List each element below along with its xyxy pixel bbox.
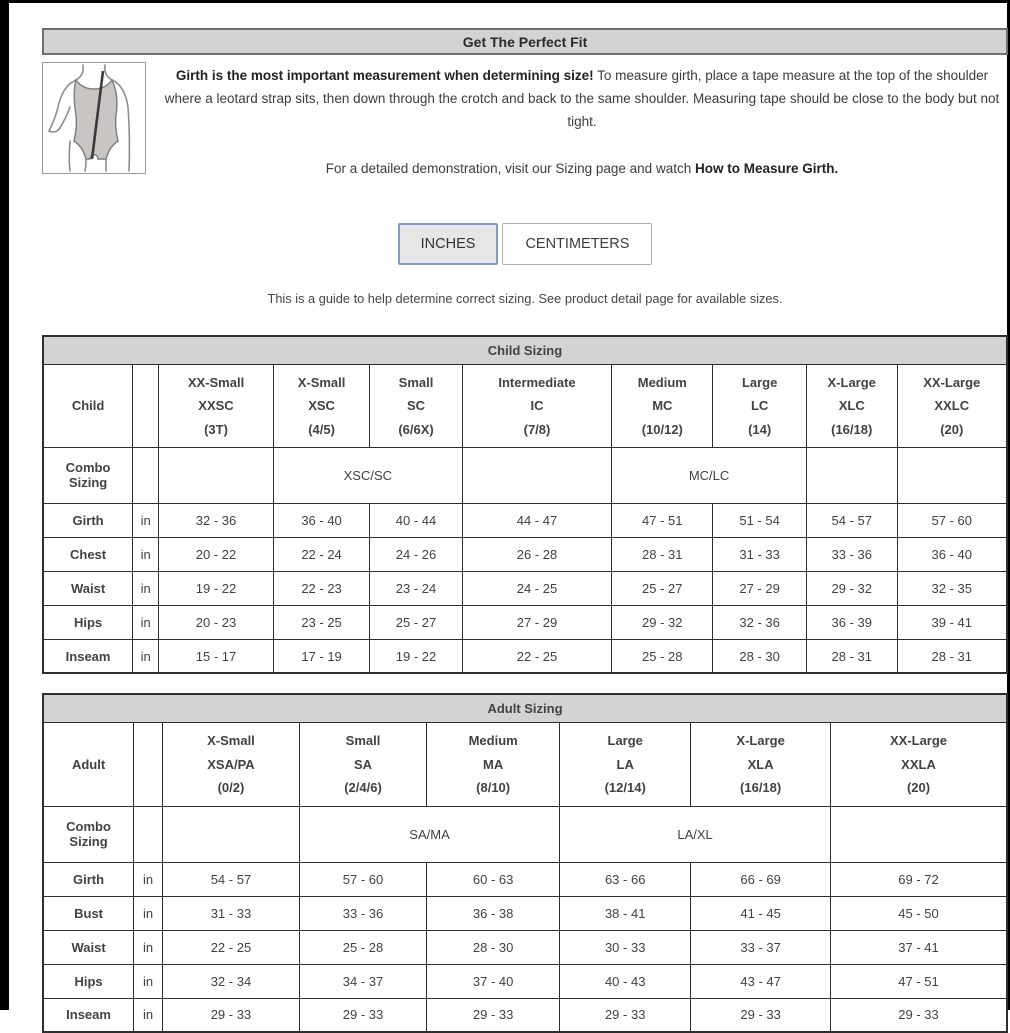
measurement-value-cell: 29 - 32 (612, 605, 713, 639)
table-row (43, 336, 1007, 365)
size-column-header-line: (8/10) (476, 780, 511, 796)
combo-sizing-label: Combo Sizing (43, 447, 133, 503)
measurement-value-cell: 22 - 24 (273, 537, 369, 571)
measurement-value-cell: 20 - 23 (159, 605, 274, 639)
size-column-header-line: (6/6X) (398, 421, 434, 437)
size-column-header-line: Large (607, 733, 643, 749)
size-column-header (427, 723, 560, 806)
measurement-value-cell: 29 - 33 (831, 998, 1007, 1032)
measurement-value-cell: 47 - 51 (831, 964, 1007, 998)
adult-sizing-table-grid (42, 693, 1008, 1033)
size-column-header-line: MC (652, 398, 673, 414)
unit-header-cell (133, 364, 159, 447)
size-column-header-line: XSC (308, 398, 335, 414)
measurement-value-cell: 57 - 60 (299, 862, 426, 896)
content-area (42, 3, 1008, 1033)
size-column-header-line: (20) (906, 780, 931, 796)
child-sizing-table-grid (42, 335, 1008, 675)
leotard-measurement-illustration (42, 62, 146, 174)
combo-group-cell: SA/MA (299, 806, 559, 862)
table-group-label: Child (43, 364, 133, 447)
size-column-header (299, 723, 426, 806)
measurement-value-cell: 28 - 30 (713, 639, 807, 673)
size-column-header (806, 364, 897, 447)
measurement-value-cell: 29 - 33 (560, 998, 691, 1032)
demo-line-text: For a detailed demonstration, visit our Sizing page and watch (325, 160, 695, 176)
guide-note: This is a guide to help determine correct sizing. See product detail page for available sizes. (267, 290, 783, 306)
size-column-header (831, 723, 1007, 806)
page-title (42, 28, 1008, 55)
measurement-value-cell: 32 - 35 (897, 571, 1007, 605)
combo-empty-cell (462, 447, 611, 503)
measurement-row-label: Bust (43, 896, 134, 930)
table-row (43, 723, 1007, 806)
unit-cell: in (134, 862, 163, 896)
combo-empty-cell (831, 806, 1007, 862)
unit-cell: in (134, 964, 163, 998)
girth-instructions-bold: Girth is the most important measurement when determining size! (175, 68, 594, 83)
combo-empty-cell (806, 447, 897, 503)
measurement-value-cell: 45 - 50 (831, 896, 1007, 930)
table-row (43, 806, 1007, 862)
measurement-value-cell: 26 - 28 (462, 537, 611, 571)
size-column-header-line: (7/8) (523, 421, 551, 437)
size-column-header-line: XSA/PA (207, 756, 255, 772)
size-column-header (897, 364, 1007, 447)
size-column-header-line: X-Large (827, 374, 876, 390)
size-column-header-line: XX-Large (889, 733, 948, 749)
size-column-header (713, 364, 807, 447)
size-column-header-line: MA (483, 756, 504, 772)
unit-cell: in (133, 503, 159, 537)
size-column-header-line: XXLA (901, 756, 936, 772)
measurement-value-cell: 39 - 41 (897, 605, 1007, 639)
measurement-row-label: Waist (43, 571, 133, 605)
adult-sizing-table (42, 693, 1008, 1033)
demo-line-bold: How to Measure Girth. (694, 160, 839, 176)
size-column-header-line: (2/4/6) (344, 780, 382, 796)
table-title: Child Sizing (43, 336, 1007, 365)
unit-cell: in (134, 998, 163, 1032)
table-row (43, 537, 1007, 571)
table-row (43, 503, 1007, 537)
table-row (43, 964, 1007, 998)
table-row (43, 571, 1007, 605)
table-row (43, 364, 1007, 447)
measurement-value-cell: 28 - 31 (897, 639, 1007, 673)
size-column-header (273, 364, 369, 447)
measurement-value-cell: 29 - 33 (691, 998, 831, 1032)
unit-cell: in (133, 639, 159, 673)
combo-sizing-label: Combo Sizing (43, 806, 134, 862)
measurement-row-label: Waist (43, 930, 134, 964)
combo-group-cell: MC/LC (612, 447, 807, 503)
intro-section (42, 62, 1008, 181)
unit-cell: in (133, 605, 159, 639)
measurement-value-cell: 28 - 31 (806, 639, 897, 673)
size-column-header-line: LC (750, 398, 769, 414)
measurement-row-label: Girth (43, 862, 134, 896)
size-column-header-line: (16/18) (831, 421, 873, 437)
size-column-header-line: XLC (838, 398, 865, 414)
measurement-value-cell: 29 - 33 (163, 998, 300, 1032)
measurement-value-cell: 63 - 66 (560, 862, 691, 896)
size-column-header-line: (12/14) (604, 780, 646, 796)
measurement-value-cell: 30 - 33 (560, 930, 691, 964)
child-sizing-table (42, 335, 1008, 675)
measurement-value-cell: 22 - 25 (462, 639, 611, 673)
size-column-header-line: (3T) (204, 421, 228, 437)
demo-line (160, 158, 1004, 181)
measurement-value-cell: 66 - 69 (691, 862, 831, 896)
measurement-value-cell: 29 - 32 (806, 571, 897, 605)
measurement-value-cell: 69 - 72 (831, 862, 1007, 896)
table-row (43, 930, 1007, 964)
measurement-value-cell: 15 - 17 (159, 639, 274, 673)
unit-cell: in (133, 571, 159, 605)
size-column-header-line: X-Large (736, 733, 785, 749)
size-column-header-line: Large (741, 374, 778, 390)
combo-empty-cell (159, 447, 274, 503)
measurement-value-cell: 43 - 47 (691, 964, 831, 998)
measurement-value-cell: 33 - 37 (691, 930, 831, 964)
measurement-value-cell: 27 - 29 (713, 571, 807, 605)
table-row (43, 862, 1007, 896)
measurement-value-cell: 33 - 36 (806, 537, 897, 571)
table-row (43, 447, 1007, 503)
table-row (43, 605, 1007, 639)
measurement-value-cell: 54 - 57 (806, 503, 897, 537)
measurement-value-cell: 25 - 28 (299, 930, 426, 964)
table-row (43, 998, 1007, 1032)
size-column-header-line: Small (345, 733, 381, 749)
measurement-value-cell: 32 - 34 (163, 964, 300, 998)
size-column-header-line: XXSC (198, 398, 234, 414)
inches-button[interactable]: INCHES (398, 223, 499, 265)
measurement-value-cell: 25 - 27 (612, 571, 713, 605)
measurement-row-label: Inseam (43, 998, 134, 1032)
unit-cell: in (134, 896, 163, 930)
centimeters-button[interactable]: CENTIMETERS (502, 223, 652, 265)
girth-instructions-body: To measure girth, place a tape measure at the top of the shoulder where a leotard strap sits, then down through the crotch and back to the same shoulder. Measuring tape should be close to the body but not tight. (164, 68, 1000, 129)
measurement-value-cell: 24 - 26 (370, 537, 463, 571)
measurement-value-cell: 28 - 31 (612, 537, 713, 571)
measurement-value-cell: 24 - 25 (462, 571, 611, 605)
measurement-value-cell: 40 - 44 (370, 503, 463, 537)
size-column-header-line: Small (398, 374, 434, 390)
measurement-row-label: Inseam (43, 639, 133, 673)
size-column-header-line: X-Small (297, 374, 346, 390)
measurement-value-cell: 27 - 29 (462, 605, 611, 639)
measurement-value-cell: 44 - 47 (462, 503, 611, 537)
measurement-value-cell: 25 - 27 (370, 605, 463, 639)
size-column-header-line: XX-Large (923, 374, 981, 390)
size-column-header-line: (4/5) (308, 421, 335, 437)
measurement-value-cell: 22 - 25 (163, 930, 300, 964)
measurement-value-cell: 36 - 40 (273, 503, 369, 537)
combo-group-cell: XSC/SC (273, 447, 462, 503)
measurement-value-cell: 41 - 45 (691, 896, 831, 930)
measurement-row-label: Hips (43, 964, 134, 998)
unit-cell: in (133, 537, 159, 571)
measurement-value-cell: 31 - 33 (163, 896, 300, 930)
unit-toggle (42, 223, 1008, 265)
table-group-label: Adult (43, 723, 134, 806)
size-column-header-line: LA (616, 756, 634, 772)
size-column-header-line: SC (406, 398, 426, 414)
combo-group-cell: LA/XL (560, 806, 831, 862)
measurement-row-label: Chest (43, 537, 133, 571)
measurement-value-cell: 36 - 39 (806, 605, 897, 639)
combo-empty-cell (163, 806, 300, 862)
size-column-header-line: IC (530, 398, 544, 414)
size-column-header-line: (10/12) (641, 421, 683, 437)
measurement-value-cell: 37 - 41 (831, 930, 1007, 964)
size-column-header (691, 723, 831, 806)
size-column-header (370, 364, 463, 447)
combo-empty-cell (134, 806, 163, 862)
measurement-value-cell: 29 - 33 (299, 998, 426, 1032)
measurement-value-cell: 29 - 33 (427, 998, 560, 1032)
combo-empty-cell (897, 447, 1007, 503)
measurement-value-cell: 60 - 63 (427, 862, 560, 896)
size-column-header-line: Medium (637, 374, 687, 390)
measurement-value-cell: 33 - 36 (299, 896, 426, 930)
size-column-header-line: XXLC (934, 398, 970, 414)
size-column-header-line: (14) (748, 421, 772, 437)
size-column-header-line: Medium (468, 733, 518, 749)
measurement-value-cell: 37 - 40 (427, 964, 560, 998)
size-column-header-line: XLA (747, 756, 774, 772)
table-row (43, 694, 1007, 723)
intro-text (146, 62, 1008, 181)
table-row (43, 639, 1007, 673)
measurement-value-cell: 32 - 36 (159, 503, 274, 537)
table-title: Adult Sizing (43, 694, 1007, 723)
measurement-value-cell: 23 - 25 (273, 605, 369, 639)
size-column-header-line: SA (353, 756, 373, 772)
size-column-header-line: (0/2) (217, 780, 245, 796)
table-row (43, 896, 1007, 930)
measurement-value-cell: 19 - 22 (159, 571, 274, 605)
unit-cell: in (134, 930, 163, 964)
size-column-header-line: Intermediate (498, 374, 576, 390)
measurement-value-cell: 28 - 30 (427, 930, 560, 964)
measurement-value-cell: 36 - 40 (897, 537, 1007, 571)
measurement-value-cell: 31 - 33 (713, 537, 807, 571)
leotard-figure-icon (43, 63, 145, 173)
unit-header-cell (134, 723, 163, 806)
measurement-value-cell: 34 - 37 (299, 964, 426, 998)
measurement-value-cell: 51 - 54 (713, 503, 807, 537)
measurement-value-cell: 23 - 24 (370, 571, 463, 605)
size-column-header (560, 723, 691, 806)
page-title-text: Get The Perfect Fit (462, 33, 588, 50)
measurement-value-cell: 38 - 41 (560, 896, 691, 930)
size-column-header-line: (20) (940, 421, 964, 437)
measurement-value-cell: 22 - 23 (273, 571, 369, 605)
size-column-header (159, 364, 274, 447)
measurement-row-label: Girth (43, 503, 133, 537)
measurement-value-cell: 40 - 43 (560, 964, 691, 998)
measurement-value-cell: 36 - 38 (427, 896, 560, 930)
size-column-header (612, 364, 713, 447)
measurement-value-cell: 20 - 22 (159, 537, 274, 571)
measurement-value-cell: 47 - 51 (612, 503, 713, 537)
size-column-header-line: (16/18) (740, 780, 782, 796)
combo-empty-cell (133, 447, 159, 503)
measurement-value-cell: 25 - 28 (612, 639, 713, 673)
measurement-row-label: Hips (43, 605, 133, 639)
size-column-header-line: XX-Small (187, 374, 245, 390)
measurement-value-cell: 54 - 57 (163, 862, 300, 896)
girth-instructions (160, 65, 1004, 134)
size-column-header (462, 364, 611, 447)
size-column-header (163, 723, 300, 806)
size-column-header-line: X-Small (207, 733, 255, 749)
measurement-value-cell: 19 - 22 (370, 639, 463, 673)
measurement-value-cell: 17 - 19 (273, 639, 369, 673)
measurement-value-cell: 32 - 36 (713, 605, 807, 639)
measurement-value-cell: 57 - 60 (897, 503, 1007, 537)
